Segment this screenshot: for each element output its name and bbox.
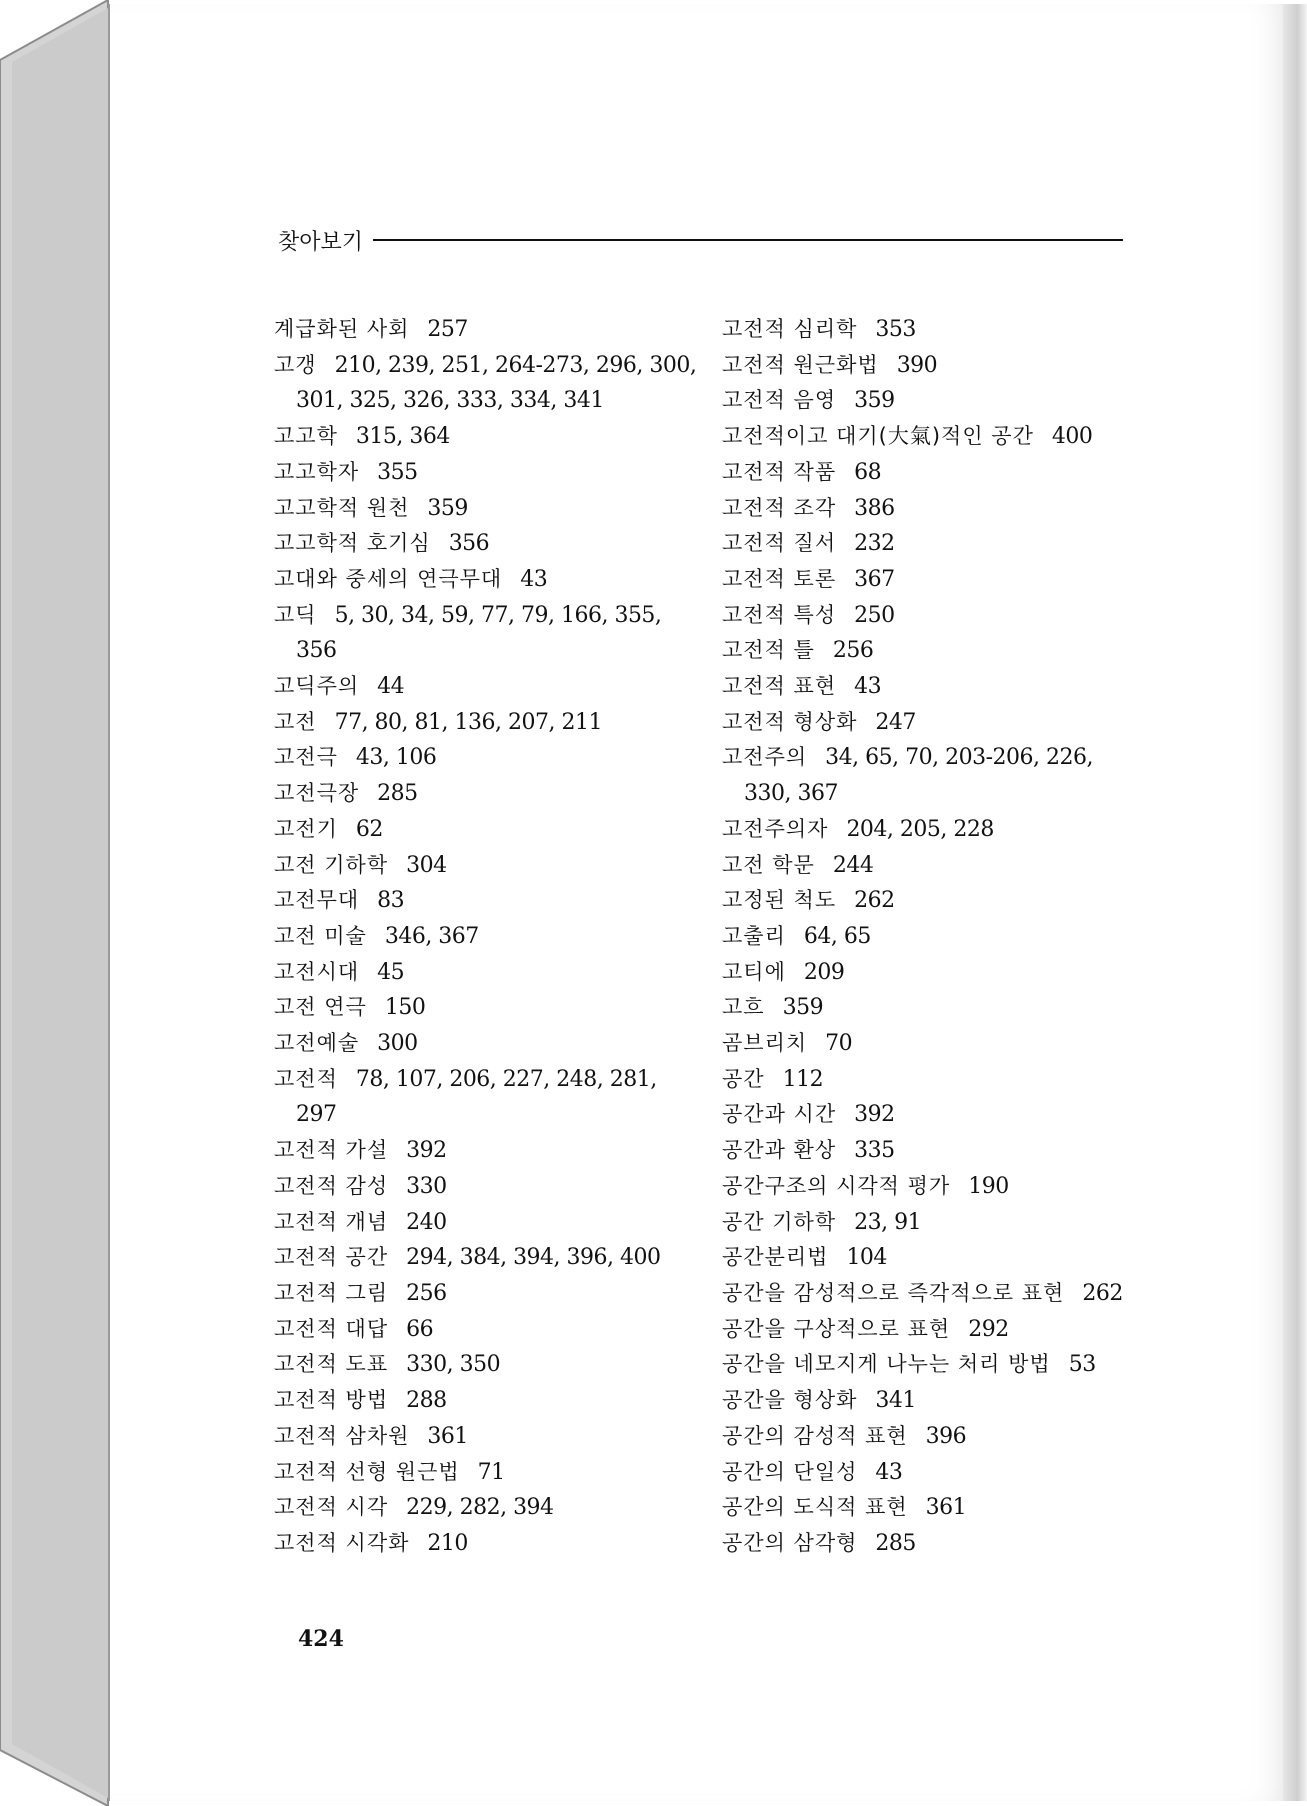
index-term: 곰브리치 [722,1031,808,1056]
index-entry [722,883,1142,919]
index-pages: 68 [854,459,882,485]
index-entry [274,598,714,669]
index-entry [274,419,714,455]
index-term: 공간의 도식적 표현 [722,1495,908,1520]
index-pages: 44 [377,674,405,700]
index-entry [274,848,714,884]
index-entry [722,1026,1142,1062]
index-term: 공간을 구상적으로 표현 [722,1316,951,1341]
index-pages: 300 [377,1031,418,1057]
index-pages: 315, 364 [355,424,450,450]
index-term: 고전적 선형 원근법 [274,1459,460,1484]
index-entry [722,669,1142,705]
index-entry [722,419,1142,455]
index-pages: 400 [1051,424,1093,450]
index-pages: 330 [406,1173,447,1199]
index-pages: 359 [782,995,824,1021]
index-entry [274,919,714,955]
index-term: 공간분리법 [722,1245,829,1270]
index-pages-continued: 356 [296,638,337,664]
index-entry [274,312,714,348]
index-term: 고전적 [274,1066,338,1091]
index-pages: 83 [377,888,405,914]
index-pages: 256 [832,638,874,664]
index-entry [722,633,1142,669]
index-term: 고전적 방법 [274,1388,389,1413]
index-term: 고전적 작품 [722,459,837,484]
index-pages: 392 [406,1138,447,1164]
index-entry [722,1312,1142,1348]
index-pages: 335 [854,1138,895,1164]
index-term: 고전적 조각 [722,495,837,520]
index-term: 고전 기하학 [274,852,389,877]
index-pages: 359 [854,388,895,414]
index-pages: 244 [832,852,874,878]
index-entry [274,990,714,1026]
index-term: 고고학자 [274,459,360,484]
index-pages: 356 [448,531,490,557]
index-term: 고전적이고 대기(大氣)적인 공간 [722,424,1034,449]
index-entry [274,1133,714,1169]
index-term: 고전적 틀 [722,638,815,663]
index-entry [274,1526,714,1562]
index-entry [274,526,714,562]
index-term: 공간 기하학 [722,1209,837,1234]
index-term: 고전적 개념 [274,1209,389,1234]
index-entry [722,383,1142,419]
index-term: 고전적 원근화법 [722,352,879,377]
index-entry [722,740,1142,811]
index-pages: 390 [896,352,938,378]
index-term: 고대와 중세의 연극무대 [274,566,503,591]
index-pages: 285 [377,781,418,807]
index-term: 고전적 가설 [274,1138,389,1163]
index-entry [274,1490,714,1526]
index-term: 고티에 [722,959,786,984]
index-entry [274,740,714,776]
index-term: 고전주의자 [722,816,829,841]
index-term: 고전적 표현 [722,674,837,699]
index-term: 고전적 시각화 [274,1530,410,1555]
index-pages: 346, 367 [384,923,479,949]
index-entry [722,312,1142,348]
index-entry [722,1097,1142,1133]
index-pages: 204, 205, 228 [846,816,994,842]
index-term: 고고학적 원천 [274,495,410,520]
index-entry [722,1419,1142,1455]
index-entry [722,955,1142,991]
index-pages: 43 [854,674,882,700]
index-entry [274,1383,714,1419]
index-entry [274,1169,714,1205]
index-entry [274,1276,714,1312]
index-pages: 341 [875,1388,916,1414]
index-entry [274,705,714,741]
index-entry [274,1312,714,1348]
index-term: 고전적 공간 [274,1245,389,1270]
index-term: 공간구조의 시각적 평가 [722,1173,951,1198]
index-pages: 355 [377,459,418,485]
index-term: 고전주의 [722,745,808,770]
index-term: 고전시대 [274,959,360,984]
section-title: 찾아보기 [278,229,364,255]
index-term: 고전적 삼차원 [274,1423,410,1448]
index-pages-continued: 301, 325, 326, 333, 334, 341 [296,388,604,414]
index-term: 고전무대 [274,888,360,913]
index-pages-continued: 330, 367 [744,781,838,807]
index-entry [274,1205,714,1241]
index-term: 고흐 [722,995,765,1020]
index-pages: 256 [406,1280,447,1306]
index-entry [274,1026,714,1062]
index-pages: 232 [854,531,895,557]
index-term: 고전적 토론 [722,566,837,591]
index-pages: 150 [384,995,426,1021]
index-pages: 62 [355,816,383,842]
index-term: 고전 학문 [722,852,815,877]
page-number: 424 [298,1626,344,1652]
index-entry [722,1240,1142,1276]
index-entry [274,1240,714,1276]
index-term: 고전극 [274,745,338,770]
header-rule [373,239,1123,241]
index-term: 고정된 척도 [722,888,837,913]
index-pages: 70 [825,1031,853,1057]
index-entry [722,705,1142,741]
index-term: 공간과 환상 [722,1138,837,1163]
index-entry [274,491,714,527]
index-term: 고고학적 호기심 [274,531,431,556]
index-pages: 209 [803,959,845,985]
index-term: 고전적 도표 [274,1352,389,1377]
index-entry [722,348,1142,384]
index-term: 공간과 시간 [722,1102,837,1127]
index-entry [274,1062,714,1133]
index-pages: 386 [854,495,895,521]
index-pages: 359 [427,495,468,521]
index-pages: 43, 106 [355,745,437,771]
index-pages: 247 [875,709,916,735]
index-pages: 229, 282, 394 [406,1495,554,1521]
index-entry [722,1062,1142,1098]
index-entry [274,562,714,598]
index-pages: 64, 65 [803,923,871,949]
index-pages: 262 [854,888,895,914]
index-entry [722,1383,1142,1419]
index-pages: 330, 350 [406,1352,501,1378]
index-term: 공간을 형상화 [722,1388,858,1413]
index-pages: 288 [406,1388,447,1414]
index-pages: 78, 107, 206, 227, 248, 281, [355,1066,657,1092]
index-entry [722,491,1142,527]
index-term: 공간의 삼각형 [722,1530,858,1555]
index-entry [274,1455,714,1491]
index-entry [722,526,1142,562]
index-pages-continued: 297 [296,1102,337,1128]
index-term: 공간의 단일성 [722,1459,858,1484]
index-column-left [274,312,714,1562]
index-entry [722,1133,1142,1169]
index-term: 고전 연극 [274,995,367,1020]
index-term: 고전적 심리학 [722,317,858,341]
index-term: 고고학 [274,424,338,449]
index-pages: 210, 239, 251, 264-273, 296, 300, [334,352,697,378]
index-pages: 45 [377,959,405,985]
index-term: 고전기 [274,816,338,841]
index-entry [722,1455,1142,1491]
index-pages: 104 [846,1245,887,1271]
section-header [278,222,1123,258]
index-term: 공간의 감성적 표현 [722,1423,908,1448]
index-entry [722,1526,1142,1562]
index-term: 고전적 형상화 [722,709,858,734]
index-entry [722,990,1142,1026]
index-term: 고전적 질서 [722,531,837,556]
index-pages: 262 [1082,1280,1123,1306]
index-pages: 367 [854,566,895,592]
index-entry [722,1490,1142,1526]
index-term: 고갱 [274,352,317,377]
index-pages: 53 [1068,1352,1096,1378]
index-entry [274,955,714,991]
index-pages: 190 [968,1173,1009,1199]
index-pages: 5, 30, 34, 59, 77, 79, 166, 355, [334,602,662,628]
index-term: 공간을 감성적으로 즉각적으로 표현 [722,1280,1065,1305]
index-pages: 285 [875,1530,916,1556]
index-term: 고전적 음영 [722,388,837,413]
index-entry [722,1347,1142,1383]
index-entry [722,812,1142,848]
index-pages: 392 [854,1102,895,1128]
index-term: 고전적 감성 [274,1173,389,1198]
index-pages: 396 [925,1423,967,1449]
index-entry [722,1276,1142,1312]
index-term: 공간 [722,1066,765,1091]
index-pages: 304 [406,852,447,878]
index-term: 고전적 그림 [274,1280,389,1305]
index-pages: 66 [406,1316,434,1342]
index-entry [722,598,1142,634]
index-pages: 361 [427,1423,468,1449]
index-entry [274,455,714,491]
index-pages: 250 [854,602,895,628]
index-pages: 23, 91 [854,1209,922,1235]
index-entry [274,1347,714,1383]
index-pages: 43 [520,566,548,592]
index-term: 고전적 시각 [274,1495,389,1520]
index-term: 고전적 특성 [722,602,837,627]
index-term: 고딕주의 [274,674,360,699]
index-entry [722,1205,1142,1241]
index-entry [274,669,714,705]
index-entry [274,883,714,919]
index-pages: 257 [427,317,468,342]
index-entry [722,848,1142,884]
index-entry [722,455,1142,491]
index-pages: 361 [925,1495,967,1521]
index-term: 고전적 대답 [274,1316,389,1341]
index-pages: 112 [782,1066,824,1092]
index-term: 고전 [274,709,317,734]
index-pages: 71 [477,1459,505,1485]
index-pages: 240 [406,1209,447,1235]
index-term: 고전 미술 [274,923,367,948]
index-pages: 77, 80, 81, 136, 207, 211 [334,709,602,735]
index-entry [722,1169,1142,1205]
index-term: 공간을 네모지게 나누는 처리 방법 [722,1352,1051,1377]
index-term: 계급화된 사회 [274,317,410,341]
index-pages: 34, 65, 70, 203-206, 226, [825,745,1093,771]
index-entry [722,562,1142,598]
index-term: 고전예술 [274,1031,360,1056]
index-entry [274,812,714,848]
index-entry [274,1419,714,1455]
book-spine [0,0,110,1806]
index-pages: 353 [875,317,916,342]
index-term: 고딕 [274,602,317,627]
index-entry [722,919,1142,955]
index-pages: 43 [875,1459,903,1485]
index-pages: 294, 384, 394, 396, 400 [406,1245,661,1271]
index-entry [274,348,714,419]
index-term: 고전극장 [274,781,360,806]
page-edge [1283,4,1307,1801]
index-pages: 210 [427,1530,468,1556]
index-pages: 292 [968,1316,1009,1342]
index-term: 고출리 [722,923,786,948]
index-entry [274,776,714,812]
index-column-right [722,312,1142,1562]
